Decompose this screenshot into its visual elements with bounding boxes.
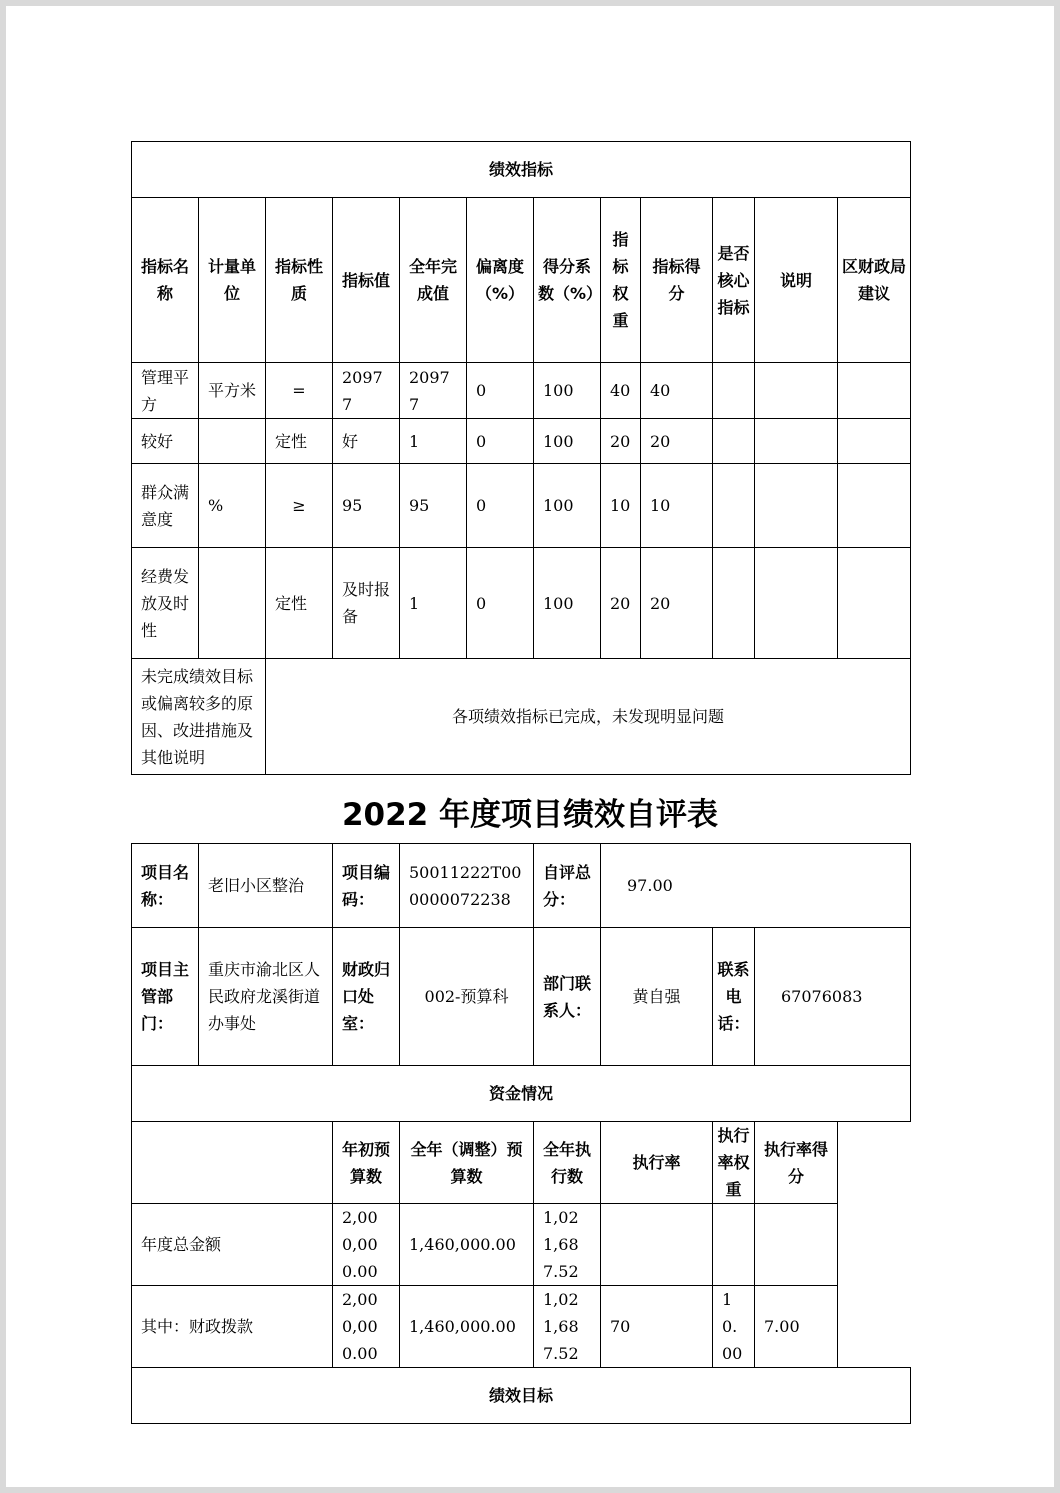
indicator-cell: 20977 <box>333 363 400 419</box>
indicator-column-row <box>132 198 911 363</box>
funds-cell <box>601 1204 713 1286</box>
indicator-cell: 100 <box>534 363 601 419</box>
indicator-column-header: 指标值 <box>333 198 400 363</box>
indicator-cell <box>838 419 911 464</box>
indicator-cell: 20 <box>601 419 641 464</box>
indicator-cell <box>713 419 755 464</box>
funds-cell: 1,021,687.52 <box>534 1286 601 1368</box>
indicator-column-header: 是否核心指标 <box>713 198 755 363</box>
office-value: 002-预算科 <box>400 928 534 1066</box>
indicator-cell: 0 <box>467 363 534 419</box>
indicator-column-header: 偏离度（%） <box>467 198 534 363</box>
funds-cell: 2,000,000.00 <box>333 1204 400 1286</box>
indicator-row <box>132 548 911 659</box>
indicator-cell: 40 <box>641 363 713 419</box>
indicator-cell <box>755 548 838 659</box>
indicator-cell <box>199 548 266 659</box>
funds-column-header <box>132 1122 333 1204</box>
indicator-column-header: 指标名称 <box>132 198 199 363</box>
indicator-cell <box>713 464 755 548</box>
funds-cell: 年度总金额 <box>132 1204 333 1286</box>
funds-column-header: 执行率 <box>601 1122 713 1204</box>
indicator-cell: 1 <box>400 419 467 464</box>
indicator-cell: 0 <box>467 548 534 659</box>
phone-label: 联系电话： <box>713 928 755 1066</box>
document-page <box>6 6 1054 1487</box>
indicator-column-header: 指标性质 <box>266 198 333 363</box>
indicator-cell: 平方米 <box>199 363 266 419</box>
indicator-cell: 20 <box>601 548 641 659</box>
funds-cell: 2,000,000.00 <box>333 1286 400 1368</box>
indicator-cell: 100 <box>534 548 601 659</box>
indicator-cell: 0 <box>467 464 534 548</box>
indicator-cell: 及时报备 <box>333 548 400 659</box>
funds-header: 资金情况 <box>132 1066 911 1122</box>
phone-value: 67076083 <box>755 928 911 1066</box>
indicator-cell <box>838 548 911 659</box>
indicator-row <box>132 363 911 419</box>
funds-cell: 1,460,000.00 <box>400 1286 534 1368</box>
indicator-column-header: 指标权重 <box>601 198 641 363</box>
indicator-cell: 0 <box>467 419 534 464</box>
indicator-column-header: 指标得分 <box>641 198 713 363</box>
indicator-row <box>132 464 911 548</box>
indicator-cell <box>838 363 911 419</box>
indicator-cell: = <box>266 363 333 419</box>
funds-column-header: 全年（调整）预算数 <box>400 1122 534 1204</box>
funds-rows <box>132 1204 911 1368</box>
note-label: 未完成绩效目标或偏离较多的原因、改进措施及其他说明 <box>132 659 266 775</box>
indicator-cell: 20 <box>641 419 713 464</box>
funds-cell: 1,460,000.00 <box>400 1204 534 1286</box>
funds-column-header: 执行率得分 <box>755 1122 838 1204</box>
project-name: 老旧小区整治 <box>199 844 333 928</box>
indicator-cell: 1 <box>400 548 467 659</box>
office-label: 财政归口处室： <box>333 928 400 1066</box>
indicator-cell: % <box>199 464 266 548</box>
funds-column-header: 全年执行数 <box>534 1122 601 1204</box>
indicator-cell <box>838 464 911 548</box>
indicator-column-header: 说明 <box>755 198 838 363</box>
indicator-cell: 95 <box>400 464 467 548</box>
indicator-cell <box>199 419 266 464</box>
indicator-cell: 较好 <box>132 419 199 464</box>
indicator-cell: 10 <box>601 464 641 548</box>
indicator-cell: 定性 <box>266 419 333 464</box>
funds-column-header: 执行率权重 <box>713 1122 755 1204</box>
indicator-cell: 100 <box>534 419 601 464</box>
funds-cell: 1,021,687.52 <box>534 1204 601 1286</box>
funds-cell: 70 <box>601 1286 713 1368</box>
indicator-column-header: 得分系数（%） <box>534 198 601 363</box>
funds-cell <box>755 1204 838 1286</box>
project-code: 50011222T000000072238 <box>400 844 534 928</box>
note-value: 各项绩效指标已完成，未发现明显问题 <box>266 659 911 775</box>
indicator-cell: 好 <box>333 419 400 464</box>
indicator-cell <box>755 363 838 419</box>
indicator-column-header: 全年完成值 <box>400 198 467 363</box>
indicator-rows <box>132 363 911 659</box>
funds-cell <box>713 1204 755 1286</box>
indicator-cell <box>755 419 838 464</box>
indicator-cell <box>713 363 755 419</box>
funds-row <box>132 1286 911 1368</box>
contact-label: 部门联系人： <box>534 928 601 1066</box>
indicator-cell: 95 <box>333 464 400 548</box>
indicator-cell: 经费发放及时性 <box>132 548 199 659</box>
indicator-cell: 20977 <box>400 363 467 419</box>
indicator-cell: 100 <box>534 464 601 548</box>
indicator-header: 绩效指标 <box>132 142 911 198</box>
project-code-label: 项目编码： <box>333 844 400 928</box>
dept-value: 重庆市渝北区人民政府龙溪街道办事处 <box>199 928 333 1066</box>
funds-cell: 其中：财政拨款 <box>132 1286 333 1368</box>
score-value: 97.00 <box>601 844 911 928</box>
page-title: 2022 年度项目绩效自评表 <box>341 797 719 833</box>
score-label: 自评总分： <box>534 844 601 928</box>
indicator-cell: 20 <box>641 548 713 659</box>
indicator-cell <box>713 548 755 659</box>
indicator-cell: ≥ <box>266 464 333 548</box>
indicator-cell: 管理平方 <box>132 363 199 419</box>
funds-cell: 7.00 <box>755 1286 838 1368</box>
funds-cell: 10.00 <box>713 1286 755 1368</box>
indicator-cell: 群众满意度 <box>132 464 199 548</box>
indicator-cell <box>755 464 838 548</box>
indicator-column-header: 区财政局建议 <box>838 198 911 363</box>
indicator-cell: 10 <box>641 464 713 548</box>
funds-row <box>132 1204 911 1286</box>
indicator-table <box>131 141 911 775</box>
project-name-label: 项目名称： <box>132 844 199 928</box>
indicator-cell: 定性 <box>266 548 333 659</box>
contact-value: 黄自强 <box>601 928 713 1066</box>
evaluation-table <box>131 843 911 1424</box>
funds-column-row <box>132 1122 911 1204</box>
funds-column-header: 年初预算数 <box>333 1122 400 1204</box>
indicator-cell: 40 <box>601 363 641 419</box>
indicator-column-header: 计量单位 <box>199 198 266 363</box>
indicator-row <box>132 419 911 464</box>
dept-label: 项目主管部门： <box>132 928 199 1066</box>
goals-header: 绩效目标 <box>132 1368 911 1424</box>
